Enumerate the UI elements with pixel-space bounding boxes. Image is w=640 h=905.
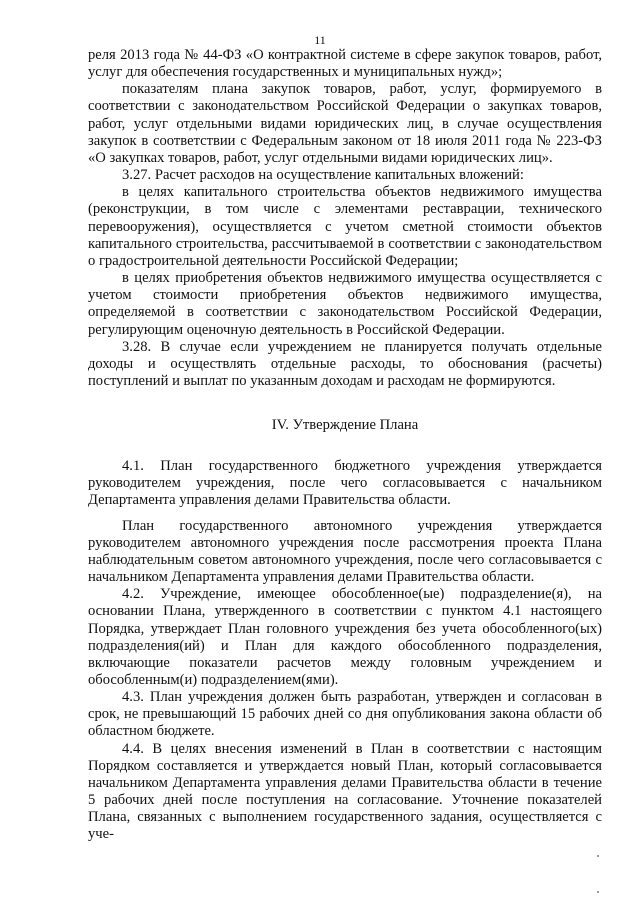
paragraph-4-1: 4.1. План государственного бюджетного учреждения утверждается руководителем учреждения, после чего согласовывается с начальником Департамента управления делами Правительства области.: [88, 458, 602, 509]
scan-speck: [597, 855, 599, 857]
paragraph-3-27: 3.27. Расчет расходов на осуществление капитальных вложений:: [122, 167, 524, 184]
paragraph-capital-construction: в целях капитального строительства объектов недвижимого имущества (реконструкции, в том числе с элементами реставрации, технического перевооружения), осуществляется с учетом сметной стоимости объектов капитального строительства, рассчитываемой в соответствии с законодательством о градостроительной деятельности Российской Федерации;: [88, 184, 602, 269]
paragraph-4-4: 4.4. В целях внесения изменений в План в соответствии с настоящим Порядком составляется и утверждается новый План, который согласовывается начальником Департамента управления делами Правительства области в течение 5 рабочих дней после поступления на согласование. Уточнение показателей Плана, связанных с выполнением государственного задания, осуществляется с уче-: [88, 740, 602, 843]
paragraph-3-28: 3.28. В случае если учреждением не планируется получать отдельные доходы и осуществлять отдельные расходы, то обоснования (расчеты) поступлений и выплат по указанным доходам и расходам не формируются.: [88, 338, 602, 389]
section-heading: IV. Утверждение Плана: [271, 417, 419, 434]
paragraph-4-2: 4.2. Учреждение, имеющее обособленное(ые) подразделение(я), на основании Плана, утвержденного в соответствии с пунктом 4.1 настоящего Порядка, утверждает План головного учреждения без учета обособленного(ых) подразделения(ий) и План для каждого обособленного подразделения, включающие показатели расчетов между головным учреждением и обособленным(и) подразделением(ями).: [88, 586, 602, 688]
paragraph-autonomous-plan: План государственного автономного учреждения утверждается руководителем автономного учреждения после рассмотрения проекта Плана наблюдательным советом автономного учреждения, после чего согласовывается с начальником Департамента управления делами Правительства области.: [88, 517, 602, 586]
page-number: 11: [314, 33, 326, 47]
document-body: [88, 47, 602, 844]
scan-speck: [597, 891, 599, 893]
paragraph-law-44-continuation: реля 2013 года № 44-ФЗ «О контрактной системе в сфере закупок товаров, работ, услуг для обеспечения государственных и муниципальных нужд»;: [88, 47, 602, 81]
paragraph-real-estate-acquisition: в целях приобретения объектов недвижимого имущества осуществляется с учетом стоимости приобретения объектов недвижимого имущества, определяемой в соответствии с законодательством Российской Федерации, регулирующим оценочную деятельность в Российской Федерации.: [88, 270, 602, 338]
paragraph-4-3: 4.3. План учреждения должен быть разработан, утвержден и согласован в срок, не превышающий 15 рабочих дней со дня опубликования закона области об областном бюджете.: [88, 689, 602, 740]
paragraph-procurement-plan-indicators: показателям плана закупок товаров, работ, услуг, формируемого в соответствии с законодательством Российской Федерации о закупках товаров, работ, услуг отдельными видами юридических лиц, в случае осуществления закупок в соответствии с Федеральным законом от 18 июля 2011 года № 223-ФЗ «О закупках товаров, работ, услуг отдельными видами юридических лиц».: [88, 81, 602, 166]
